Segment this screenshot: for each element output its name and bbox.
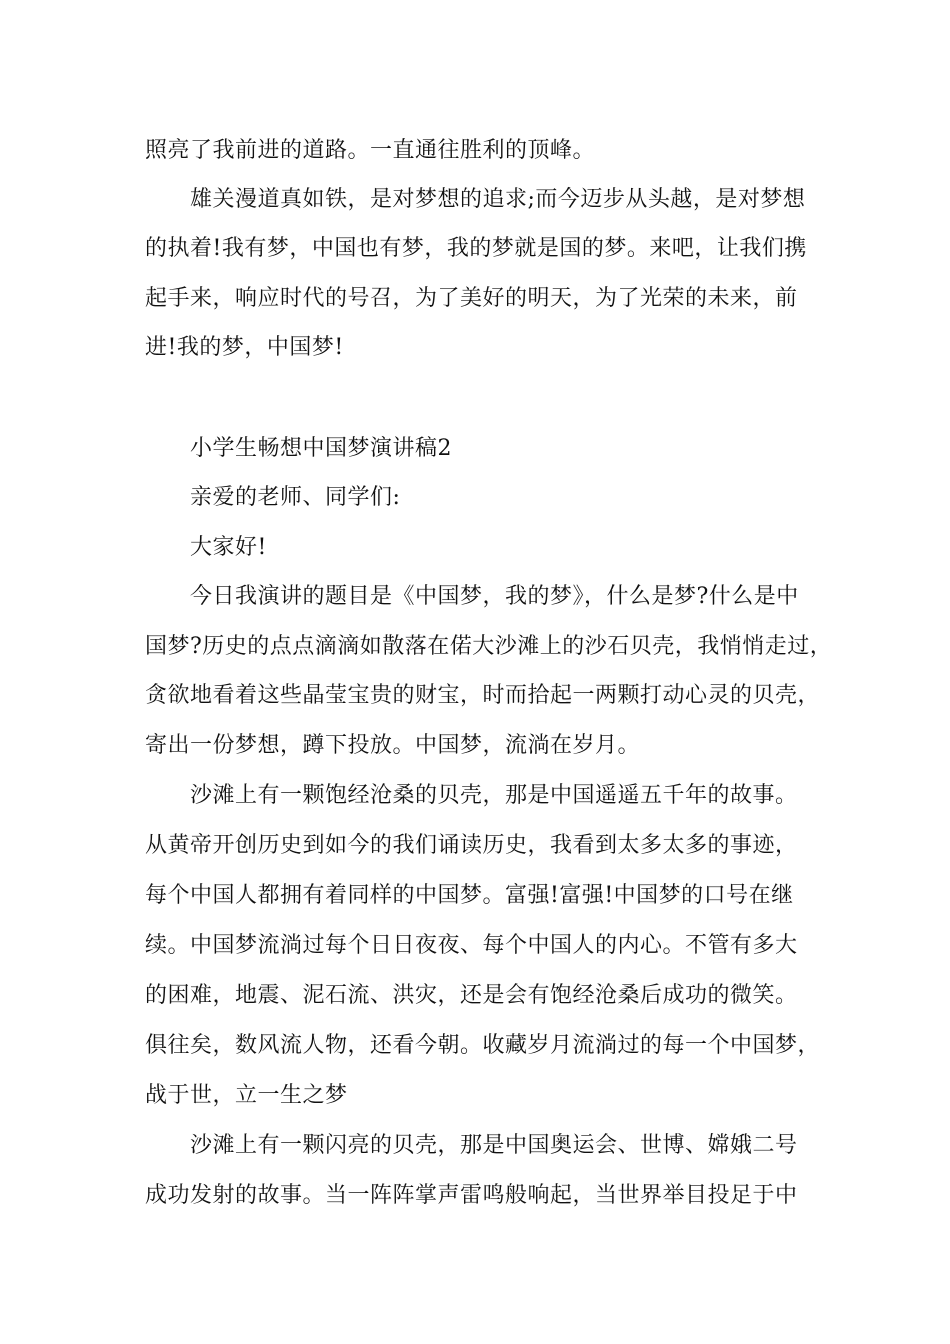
text-line: 从黄帝开创历史到如今的我们诵读历史，我看到太多太多的事迹， (145, 833, 798, 858)
paragraph-first-line: 沙滩上有一颗饱经沧桑的贝壳，那是中国遥遥五千年的故事。 (190, 783, 798, 808)
text-line: 起手来，响应时代的号召，为了美好的明天，为了光荣的未来，前 (145, 286, 798, 311)
section-title: 小学生畅想中国梦演讲稿2 (190, 436, 452, 461)
text-line: 贪欲地看着这些晶莹宝贵的财宝，时而拾起一两颗打动心灵的贝壳， (145, 683, 821, 708)
text-line: 战于世，立一生之梦 (145, 1083, 348, 1108)
text-line: 国梦?历史的点点滴滴如散落在偌大沙滩上的沙石贝壳，我悄悄走过， (145, 634, 833, 659)
text-line: 续。中国梦流淌过每个日日夜夜、每个中国人的内心。不管有多大 (145, 933, 798, 958)
text-line: 俱往矣，数风流人物，还看今朝。收藏岁月流淌过的每一个中国梦， (145, 1033, 821, 1058)
text-line: 寄出一份梦想，蹲下投放。中国梦，流淌在岁月。 (145, 733, 641, 758)
salutation: 亲爱的老师、同学们: (190, 485, 401, 510)
greeting: 大家好! (190, 535, 267, 560)
text-line: 每个中国人都拥有着同样的中国梦。富强!富强!中国梦的口号在继 (145, 883, 794, 908)
paragraph-first-line: 雄关漫道真如铁，是对梦想的追求;而今迈步从头越，是对梦想 (190, 187, 806, 212)
text-line: 照亮了我前进的道路。一直通往胜利的顶峰。 (145, 138, 596, 163)
text-line: 进!我的梦，中国梦! (145, 335, 344, 360)
paragraph-first-line: 今日我演讲的题目是《中国梦，我的梦》，什么是梦?什么是中 (190, 584, 799, 609)
text-line: 的困难，地震、泥石流、洪灾，还是会有饱经沧桑后成功的微笑。 (145, 983, 798, 1008)
paragraph-first-line: 沙滩上有一颗闪亮的贝壳，那是中国奥运会、世博、嫦娥二号 (190, 1133, 798, 1158)
text-line: 的执着!我有梦，中国也有梦，我的梦就是国的梦。来吧，让我们携 (145, 236, 807, 261)
text-line: 成功发射的故事。当一阵阵掌声雷鸣般响起，当世界举目投足于中 (145, 1183, 798, 1208)
